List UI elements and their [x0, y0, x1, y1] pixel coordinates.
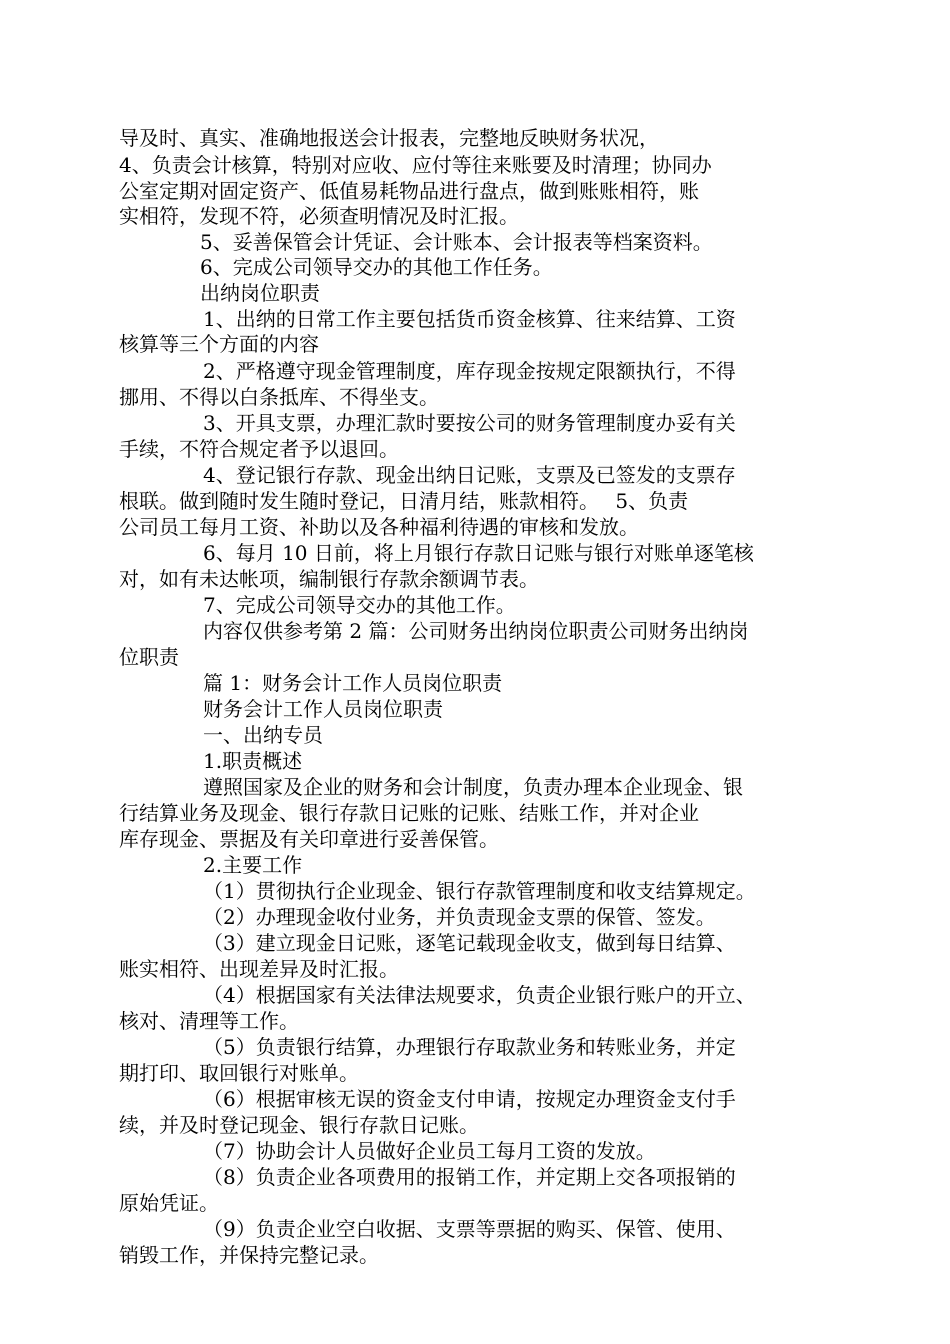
- text-line: （5）负责银行结算，办理银行存取款业务和转账业务，并定: [203, 1035, 736, 1059]
- text-line: （9）负责企业空白收据、支票等票据的购买、保管、使用、: [203, 1217, 736, 1241]
- text-line: （7）协助会计人员做好企业员工每月工资的发放。: [203, 1139, 656, 1163]
- text-line: 行结算业务及现金、银行存款日记账的记账、结账工作，并对企业: [119, 801, 699, 825]
- section-heading: 篇 1：财务会计工作人员岗位职责: [203, 671, 503, 695]
- subsection-heading: 2.主要工作: [203, 853, 303, 877]
- text-line: 4、登记银行存款、现金出纳日记账，支票及已签发的支票存: [203, 463, 736, 487]
- text-line: 导及时、真实、准确地报送会计报表，完整地反映财务状况，: [119, 126, 659, 150]
- text-line: 原始凭证。: [119, 1191, 219, 1215]
- text-line: 库存现金、票据及有关印章进行妥善保管。: [119, 827, 499, 851]
- text-line: （6）根据审核无误的资金支付申请，按规定办理资金支付手: [203, 1087, 736, 1111]
- text-line: 内容仅供参考第 2 篇：公司财务出纳岗位职责公司财务出纳岗: [203, 619, 749, 643]
- text-line: 续，并及时登记现金、银行存款日记账。: [119, 1113, 479, 1137]
- section-heading: 一、出纳专员: [203, 723, 323, 747]
- text-line: 核算等三个方面的内容: [119, 332, 319, 356]
- text-line: 3、开具支票，办理汇款时要按公司的财务管理制度办妥有关: [203, 411, 736, 435]
- text-line: （4）根据国家有关法律法规要求，负责企业银行账户的开立、: [203, 983, 756, 1007]
- text-line: （8）负责企业各项费用的报销工作，并定期上交各项报销的: [203, 1165, 736, 1189]
- text-line: 5、妥善保管会计凭证、会计账本、会计报表等档案资料。: [200, 230, 713, 254]
- text-line: 核对、清理等工作。: [119, 1009, 299, 1033]
- text-line: 对，如有未达帐项，编制银行存款余额调节表。: [119, 567, 539, 591]
- text-line: （1）贯彻执行企业现金、银行存款管理制度和收支结算规定。: [203, 879, 756, 903]
- section-heading: 财务会计工作人员岗位职责: [203, 697, 443, 721]
- text-line: 1、出纳的日常工作主要包括货币资金核算、往来结算、工资: [203, 307, 736, 331]
- text-line: （3）建立现金日记账，逐笔记载现金收支，做到每日结算、: [203, 931, 736, 955]
- text-line: 手续，不符合规定者予以退回。: [119, 437, 399, 461]
- text-line: 6、完成公司领导交办的其他工作任务。: [200, 255, 553, 279]
- text-line: 遵照国家及企业的财务和会计制度，负责办理本企业现金、银: [203, 775, 743, 799]
- text-line: 账实相符、出现差异及时汇报。: [119, 957, 399, 981]
- subsection-heading: 1.职责概述: [203, 749, 303, 773]
- text-line: 4、负责会计核算，特别对应收、应付等往来账要及时清理；协同办: [119, 153, 712, 177]
- text-line: 挪用、不得以白条抵库、不得坐支。: [119, 385, 439, 409]
- text-line: 根联。做到随时发生随时登记，日清月结，账款相符。 5、负责: [119, 489, 689, 513]
- text-line: 实相符，发现不符，必须查明情况及时汇报。: [119, 204, 519, 228]
- text-line: （2）办理现金收付业务，并负责现金支票的保管、签发。: [203, 905, 716, 929]
- text-line: 公司员工每月工资、补助以及各种福利待遇的审核和发放。: [119, 515, 639, 539]
- text-line: 公室定期对固定资产、低值易耗物品进行盘点，做到账账相符，账: [119, 179, 699, 203]
- text-line: 销毁工作，并保持完整记录。: [119, 1243, 379, 1267]
- text-line: 2、严格遵守现金管理制度，库存现金按规定限额执行，不得: [203, 359, 736, 383]
- section-heading: 出纳岗位职责: [200, 281, 320, 305]
- text-line: 位职责: [119, 645, 179, 669]
- text-line: 6、每月 10 日前，将上月银行存款日记账与银行对账单逐笔核: [203, 541, 754, 565]
- text-line: 7、完成公司领导交办的其他工作。: [203, 593, 516, 617]
- text-line: 期打印、取回银行对账单。: [119, 1061, 359, 1085]
